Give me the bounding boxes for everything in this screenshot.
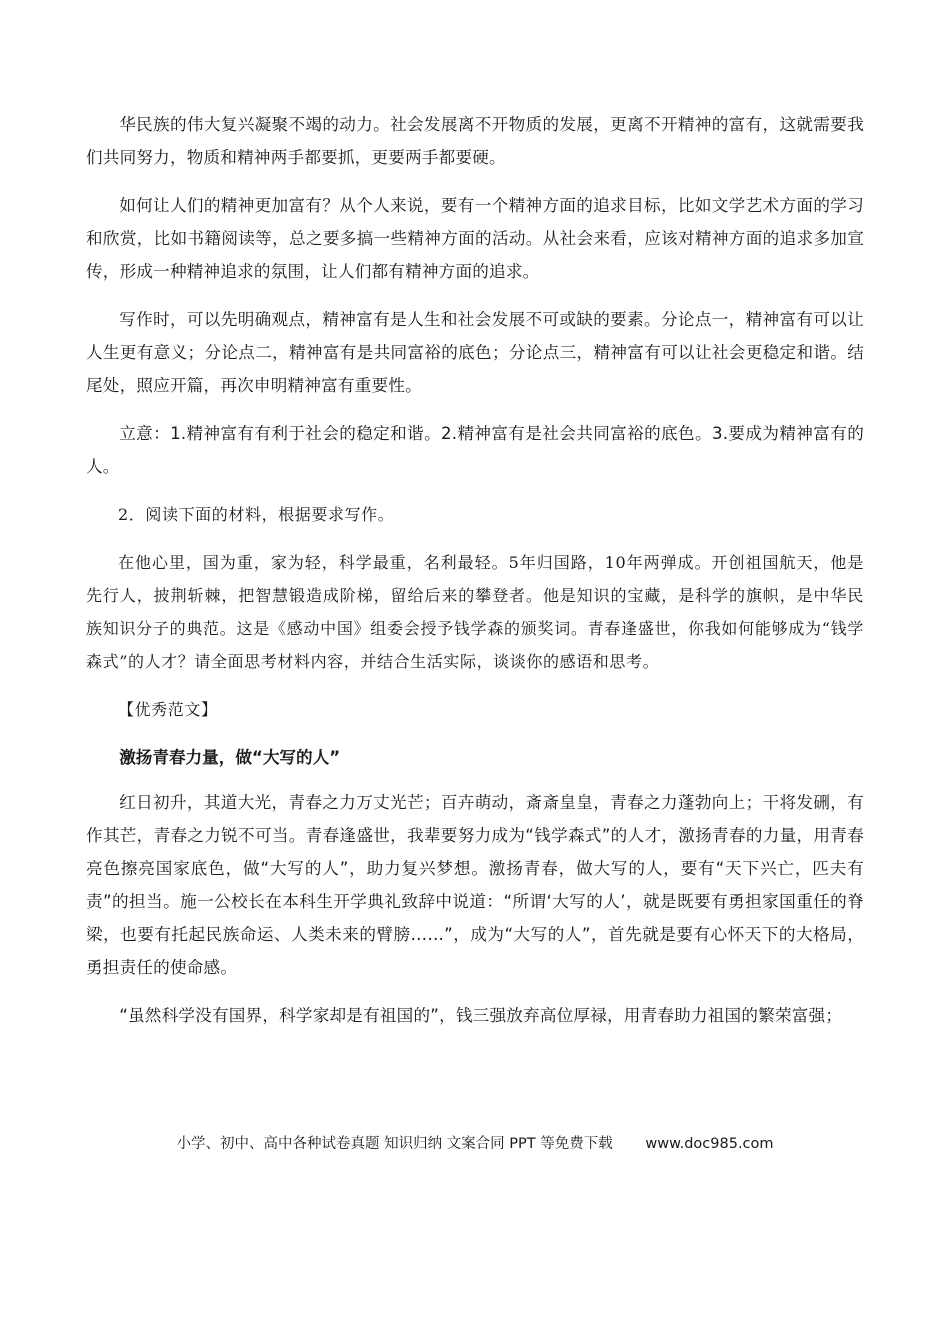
question-title: 2．阅读下面的材料，根据要求写作。 (118, 505, 395, 524)
essay-title: 激扬青春力量，做“大写的人” (119, 748, 341, 767)
footer-text: 小学、初中、高中各种试卷真题 知识归纳 文案合同 PPT 等免费下载 (176, 1136, 613, 1152)
document-body (86, 108, 864, 1047)
section-label: 【优秀范文】 (118, 700, 218, 719)
paragraph-how-to: 如何让人们的精神更加富有？从个人来说，要有一个精神方面的追求目标，比如文学艺术方面的学习和欣赏，比如书籍阅读等，总之要多搞一些精神方面的活动。从社会来看，应该对精神方面的追求多加宣传，形成一种精神追求的氛围，让人们都有精神方面的追求。 (86, 196, 864, 281)
essay-paragraph-2: “虽然科学没有国界，科学家却是有祖国的”，钱三强放弃高位厚禄，用青春助力祖国的繁荣富强； (119, 1006, 843, 1025)
paragraph-writing-tips: 写作时，可以先明确观点，精神富有是人生和社会发展不可或缺的要素。分论点一，精神富有可以让人生更有意义；分论点二，精神富有是共同富裕的底色；分论点三，精神富有可以让社会更稳定和谐。结尾处，照应开篇，再次申明精神富有重要性。 (86, 310, 864, 395)
paragraph-conclusion: 华民族的伟大复兴凝聚不竭的动力。社会发展离不开物质的发展，更离不开精神的富有，这就需要我们共同努力，物质和精神两手都要抓，更要两手都要硬。 (86, 115, 864, 167)
page-footer (0, 1132, 950, 1156)
footer-url: www.doc985.com (645, 1136, 774, 1152)
essay-paragraph-1: 红日初升，其道大光，青春之力万丈光芒；百卉萌动，斎斎皇皇，青春之力蓬勃向上；干将发硎，有作其芒，青春之力锐不可当。青春逢盛世，我辈要努力成为“钱学森式”的人才，激扬青春的力量，用青春亮色擦亮国家底色，做“大写的人”，助力复兴梦想。激扬青春，做大写的人，要有“天下兴亡，匹夫有责”的担当。施一公校长在本科生开学典礼致辞中说道：“所谓‘大写的人’，就是既要有勇担家国重任的脊梁，也要有托起民族命运、人类未来的臂膀……”，成为“大写的人”，首先就是要有心怀天下的大格局，勇担责任的使命感。 (86, 793, 864, 977)
question-material: 在他心里，国为重，家为轻，科学最重，名利最轻。5年归国路，10年两弹成。开创祖国航天，他是先行人，披荆斩棘，把智慧锻造成阶梯，留给后来的攀登者。他是知识的宝藏，是科学的旗帜，是中华民族知识分子的典范。这是《感动中国》组委会授予钱学森的颁奖词。青春逢盛世，你我如何能够成为“钱学森式”的人才？请全面思考材料内容，并结合生活实际，谈谈你的感语和思考。 (86, 553, 864, 671)
paragraph-theme: 立意：1.精神富有有利于社会的稳定和谐。2.精神富有是社会共同富裕的底色。3.要成为精神富有的人。 (86, 424, 864, 476)
